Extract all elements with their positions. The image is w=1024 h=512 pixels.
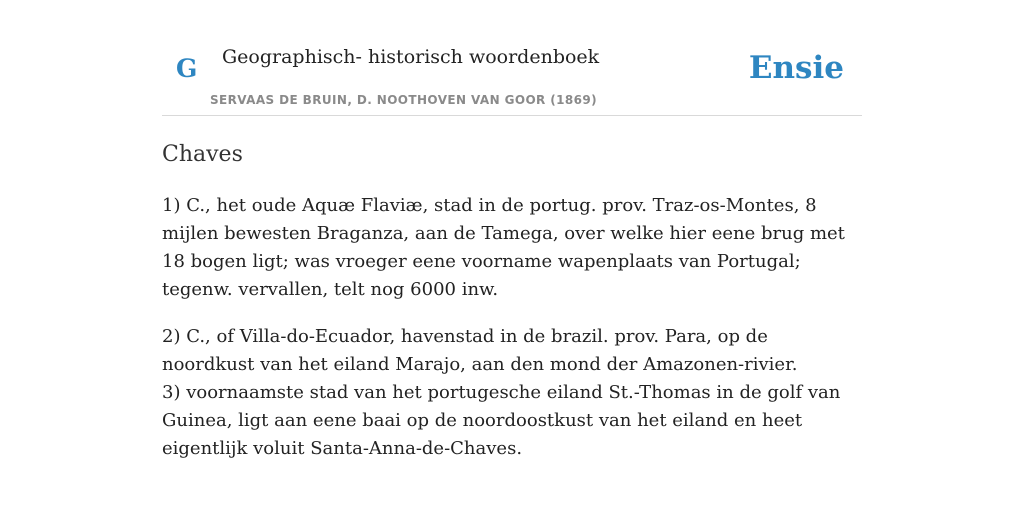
entry-title: Chaves	[162, 142, 243, 167]
entry-paragraph-2: 2) C., of Villa-do-Ecuador, havenstad in de brazil. prov. Para, op de noordkust van het eiland Marajo, aan den mond der Amazonen-rivier.	[162, 326, 798, 375]
book-title[interactable]: Geographisch- historisch woordenboek	[222, 46, 600, 68]
book-logo-letter[interactable]: G	[176, 54, 198, 83]
book-author-line: SERVAAS DE BRUIN, D. NOOTHOVEN VAN GOOR (1869)	[210, 93, 598, 107]
entry-paragraph-3: 3) voornaamste stad van het portugesche eiland St.-Thomas in de golf van Guinea, ligt aan eene baai op de noordoostkust van het eiland en heet eigentlijk voluit Santa-Anna-de-Chaves.	[162, 382, 841, 459]
entry-paragraph-1: 1) C., het oude Aquæ Flaviæ, stad in de portug. prov. Traz-os-Montes, 8 mijlen bewesten Braganza, aan de Tamega, over welke hier eene brug met 18 bogen ligt; was vroeger eene voorname wapenplaats van Portugal; tegenw. vervallen, telt nog 6000 inw.	[162, 195, 845, 300]
entry-content	[162, 140, 862, 463]
book-header	[162, 40, 862, 116]
ensie-logo-link[interactable]: Ensie	[748, 50, 844, 86]
